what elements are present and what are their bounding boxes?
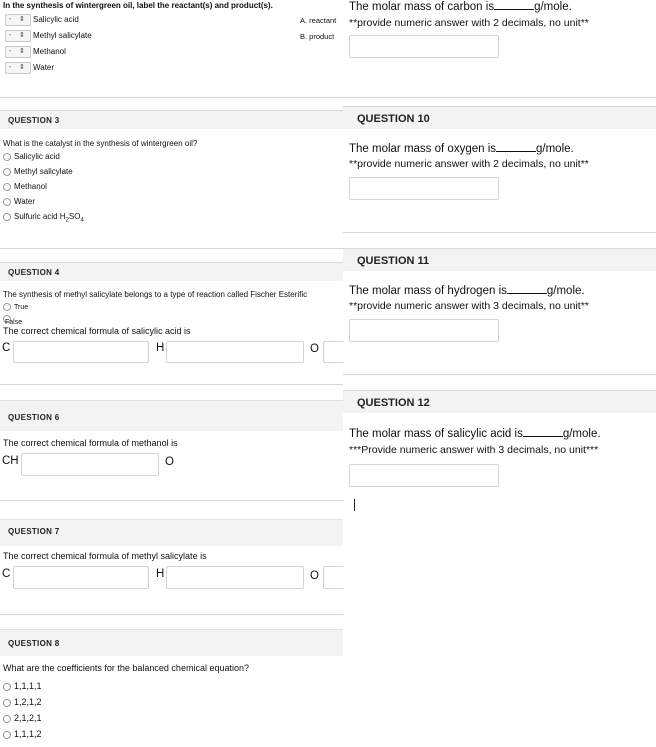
radio-button[interactable] [3,198,11,206]
q12-unit: g/mole. [562,428,601,440]
q5-input-h[interactable] [166,341,304,363]
q12-prompt [349,427,601,440]
q5-input-c[interactable] [13,341,149,363]
answer-blank [523,427,563,437]
q12-answer-input[interactable] [349,464,499,487]
q11-note: **provide numeric answer with 3 decimals, no unit** [349,300,589,312]
q9-unit: g/mole. [534,1,572,13]
q11-prompt-text: The molar mass of hydrogen is [349,285,507,297]
q7-label-h: H [156,568,165,580]
choice-label: Sulfuric acid H [14,212,66,221]
radio-button[interactable] [3,731,11,739]
formula-subscript: 2 [65,217,69,224]
select-value: - [9,64,12,71]
q7-input-o[interactable] [323,566,344,589]
q10-prompt [349,142,574,155]
divider [343,232,656,233]
q8-choice[interactable] [3,681,42,691]
choice-label: 2,1,2,1 [14,713,42,723]
answer-blank [496,142,536,152]
q10-prompt-text: The molar mass of oxygen is [349,143,497,155]
q8-choice[interactable] [3,713,42,723]
q12-note: ***Provide numeric answer with 3 decimals, no unit*** [349,444,599,456]
q8-choice[interactable] [3,729,42,739]
q11-prompt [349,284,585,297]
q7-header: QUESTION 7 [8,527,60,536]
choice-label: Water [14,197,36,206]
q5-prompt: The correct chemical formula of salicylic acid is [3,326,191,336]
choice-label: Methyl salicylate [14,167,73,176]
formula-subscript: 4 [80,217,84,224]
chevron-updown-icon: ⇕ [19,48,25,55]
choice-label: 1,1,1,2 [14,729,42,739]
q5-input-o[interactable] [323,341,344,363]
radio-button[interactable] [3,715,11,723]
q7-input-h[interactable] [166,566,304,589]
radio-button[interactable] [3,303,11,311]
q3-choice[interactable] [3,182,47,191]
q2-option-b: B. product [300,32,335,41]
divider [0,614,343,615]
q2-item-label: Methanol [33,47,66,56]
divider [0,97,343,98]
q6-label-o: O [165,456,174,468]
radio-button[interactable] [3,699,11,707]
q6-prompt: The correct chemical formula of methanol is [3,438,178,448]
q5-label-h: H [156,342,165,354]
q2-select-methyl-salicylate[interactable] [5,30,31,42]
text-cursor [354,499,355,511]
q8-prompt: What are the coefficients for the balanced chemical equation? [3,663,249,673]
radio-button[interactable] [3,683,11,691]
choice-label: Methanol [14,182,47,191]
q2-item-label: Water [33,63,55,72]
choice-label: 1,2,1,2 [14,697,42,707]
formula-part: SO [68,212,81,221]
q3-choice[interactable] [3,197,35,206]
q5-label-o: O [310,343,319,355]
radio-button[interactable] [3,213,11,221]
radio-button[interactable] [3,183,11,191]
q9-answer-input[interactable] [349,35,499,58]
q9-prompt [349,0,572,13]
q7-label-o: O [310,570,319,582]
q11-answer-input[interactable] [349,319,499,342]
q7-label-c: C [2,568,11,580]
q5-label-c: C [2,342,11,354]
answer-blank [507,284,547,294]
q6-header: QUESTION 6 [8,413,60,422]
q10-unit: g/mole. [536,143,574,155]
q11-unit: g/mole. [546,285,585,297]
select-value: - [9,48,12,55]
q10-answer-input[interactable] [349,177,499,200]
q12-prompt-text: The molar mass of salicylic acid is [349,428,523,440]
q2-item-label: Salicylic acid [33,15,79,24]
q2-select-water[interactable] [5,62,31,74]
select-value: - [9,32,12,39]
q2-item-label: Methyl salicylate [33,31,92,40]
chevron-updown-icon: ⇕ [19,32,25,39]
right-column [343,0,656,747]
q4-choice-true[interactable] [3,303,28,311]
q2-option-a: A. reactant [300,16,337,25]
q10-note: **provide numeric answer with 2 decimals, no unit** [349,158,589,170]
answer-blank [494,0,534,10]
q9-prompt-text: The molar mass of carbon is [349,1,495,13]
q4-header: QUESTION 4 [8,268,60,277]
choice-label: Salicylic acid [14,152,60,161]
divider [0,248,343,249]
q6-input-ch[interactable] [21,453,159,476]
chevron-updown-icon: ⇕ [19,16,25,23]
q8-choice[interactable] [3,697,42,707]
radio-button[interactable] [3,168,11,176]
choice-label: 1,1,1,1 [14,681,42,691]
q11-header: QUESTION 11 [357,255,430,267]
q9-note: **provide numeric answer with 2 decimals, no unit** [349,17,589,29]
select-value: - [9,16,12,23]
choice-label: True [14,303,29,311]
q7-prompt: The correct chemical formula of methyl salicylate is [3,551,207,561]
q8-header: QUESTION 8 [8,639,60,648]
chevron-updown-icon: ⇕ [19,64,25,71]
q10-header: QUESTION 10 [357,113,430,125]
q4-prompt: The synthesis of methyl salicylate belongs to a type of reaction called Fischer Esterific [3,290,308,299]
q6-label-ch: CH [2,455,19,467]
q3-prompt: What is the catalyst in the synthesis of wintergreen oil? [3,139,198,148]
q3-choice[interactable] [3,167,73,176]
q3-choice[interactable] [3,212,84,224]
radio-button[interactable] [3,153,11,161]
q2-prompt: In the synthesis of wintergreen oil, label the reactant(s) and product(s). [3,1,273,10]
q7-input-c[interactable] [13,566,149,589]
choice-label: False [5,319,23,326]
divider [343,97,656,98]
q2-select-salicylic-acid[interactable] [5,14,31,26]
divider [343,374,656,375]
q2-select-methanol[interactable] [5,46,31,58]
divider [0,500,343,501]
q12-header: QUESTION 12 [357,397,430,409]
divider [0,384,343,385]
q3-header: QUESTION 3 [8,116,60,125]
q3-choice[interactable] [3,152,60,161]
